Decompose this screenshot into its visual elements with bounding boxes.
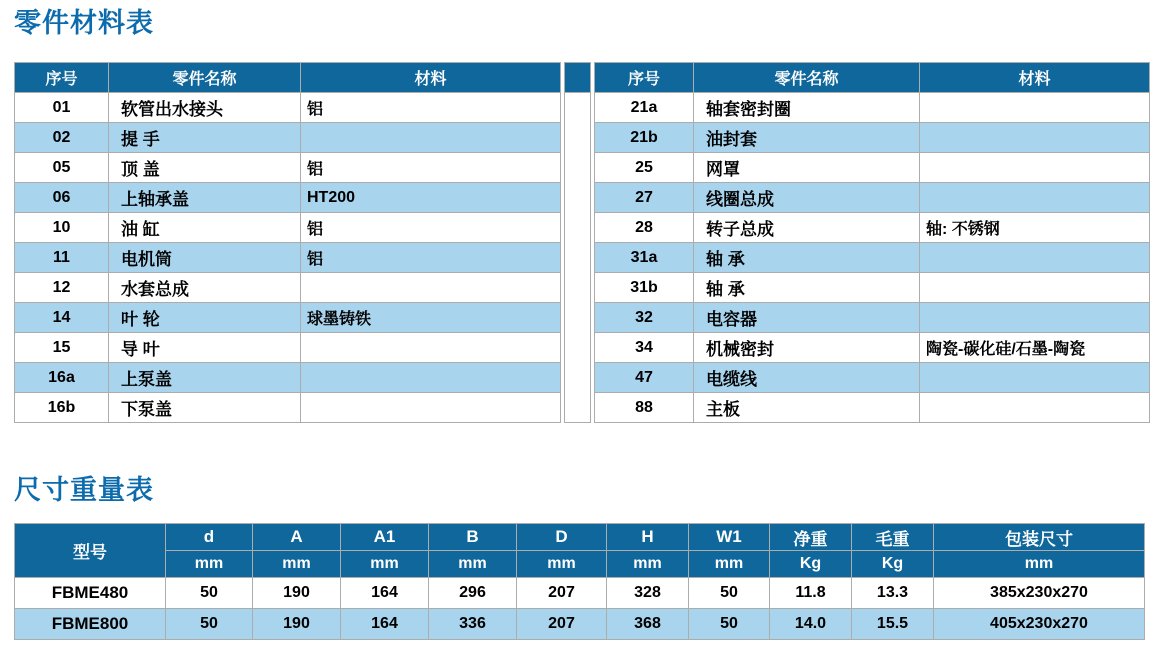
part-name-cell: 提 手: [109, 123, 301, 153]
part-no-cell: 47: [595, 363, 694, 393]
value-cell: 50: [166, 578, 253, 609]
table-row: [595, 153, 1150, 183]
part-no-cell: 15: [15, 333, 109, 363]
model-cell: FBME800: [15, 609, 166, 640]
value-cell: 14.0: [770, 609, 852, 640]
table-row: [595, 183, 1150, 213]
value-cell: 164: [341, 609, 429, 640]
parts-tables-row: [14, 62, 1150, 423]
unit-cell: mm: [253, 551, 341, 578]
table-row: [15, 578, 1145, 609]
part-name-cell: 油封套: [694, 123, 920, 153]
part-no-cell: 21a: [595, 93, 694, 123]
table-row: [15, 273, 561, 303]
col-header-material: 材料: [301, 63, 561, 93]
part-no-cell: 01: [15, 93, 109, 123]
table-row: [595, 333, 1150, 363]
col-header-name: 零件名称: [109, 63, 301, 93]
part-name-cell: 电机筒: [109, 243, 301, 273]
part-material-cell: [920, 183, 1150, 213]
part-name-cell: 转子总成: [694, 213, 920, 243]
part-no-cell: 05: [15, 153, 109, 183]
part-material-cell: 铝: [301, 213, 561, 243]
col-header-no: 序号: [15, 63, 109, 93]
part-no-cell: 16b: [15, 393, 109, 423]
part-name-cell: 导 叶: [109, 333, 301, 363]
table-row: [15, 609, 1145, 640]
parts-section-title: 零件材料表: [14, 8, 154, 38]
col-header-a: A: [253, 524, 341, 551]
part-name-cell: 顶 盖: [109, 153, 301, 183]
value-cell: 405x230x270: [934, 609, 1145, 640]
value-cell: 13.3: [852, 578, 934, 609]
value-cell: 385x230x270: [934, 578, 1145, 609]
table-row: [15, 153, 561, 183]
value-cell: 15.5: [852, 609, 934, 640]
part-material-cell: [920, 273, 1150, 303]
part-material-cell: [301, 123, 561, 153]
table-row: [15, 303, 561, 333]
table-header-row: [595, 63, 1150, 93]
part-material-cell: [301, 333, 561, 363]
dimensions-section-title: 尺寸重量表: [14, 475, 154, 505]
col-header-a1: A1: [341, 524, 429, 551]
part-no-cell: 27: [595, 183, 694, 213]
part-name-cell: 线圈总成: [694, 183, 920, 213]
value-cell: 207: [517, 609, 607, 640]
part-no-cell: 02: [15, 123, 109, 153]
table-row: [595, 363, 1150, 393]
unit-cell: mm: [341, 551, 429, 578]
part-no-cell: 32: [595, 303, 694, 333]
col-header-model: 型号: [15, 524, 166, 578]
part-material-cell: 轴: 不锈钢: [920, 213, 1150, 243]
part-name-cell: 主板: [694, 393, 920, 423]
part-no-cell: 28: [595, 213, 694, 243]
spacer-column: [564, 62, 591, 423]
col-header-w1: W1: [689, 524, 770, 551]
part-no-cell: 11: [15, 243, 109, 273]
dimensions-table: [14, 523, 1145, 640]
part-material-cell: [920, 153, 1150, 183]
part-material-cell: [301, 363, 561, 393]
part-name-cell: 油 缸: [109, 213, 301, 243]
part-no-cell: 31b: [595, 273, 694, 303]
unit-cell: mm: [934, 551, 1145, 578]
table-unit-row: [15, 551, 1145, 578]
table-row: [595, 93, 1150, 123]
spacer-header-cell: [564, 62, 591, 93]
spacer-body-cell: [564, 93, 591, 423]
table-row: [15, 93, 561, 123]
part-name-cell: 上轴承盖: [109, 183, 301, 213]
value-cell: 190: [253, 578, 341, 609]
unit-cell: mm: [517, 551, 607, 578]
part-no-cell: 16a: [15, 363, 109, 393]
part-name-cell: 轴套密封圈: [694, 93, 920, 123]
part-no-cell: 31a: [595, 243, 694, 273]
value-cell: 50: [689, 578, 770, 609]
table-row: [595, 213, 1150, 243]
col-header-d: d: [166, 524, 253, 551]
part-name-cell: 水套总成: [109, 273, 301, 303]
part-no-cell: 34: [595, 333, 694, 363]
table-row: [15, 213, 561, 243]
part-material-cell: 铝: [301, 153, 561, 183]
value-cell: 190: [253, 609, 341, 640]
part-no-cell: 12: [15, 273, 109, 303]
table-header-row: [15, 63, 561, 93]
part-name-cell: 网罩: [694, 153, 920, 183]
table-row: [595, 123, 1150, 153]
part-no-cell: 21b: [595, 123, 694, 153]
value-cell: 50: [166, 609, 253, 640]
part-material-cell: [920, 243, 1150, 273]
value-cell: 11.8: [770, 578, 852, 609]
part-name-cell: 轴 承: [694, 273, 920, 303]
part-material-cell: [920, 363, 1150, 393]
value-cell: 50: [689, 609, 770, 640]
table-row: [595, 273, 1150, 303]
col-header-no: 序号: [595, 63, 694, 93]
table-row: [15, 123, 561, 153]
part-name-cell: 软管出水接头: [109, 93, 301, 123]
unit-cell: mm: [429, 551, 517, 578]
table-row: [595, 303, 1150, 333]
unit-cell: mm: [689, 551, 770, 578]
part-material-cell: [920, 303, 1150, 333]
part-material-cell: [920, 93, 1150, 123]
table-row: [15, 243, 561, 273]
part-material-cell: 球墨铸铁: [301, 303, 561, 333]
part-material-cell: [301, 393, 561, 423]
part-name-cell: 上泵盖: [109, 363, 301, 393]
col-header-dd: D: [517, 524, 607, 551]
part-no-cell: 10: [15, 213, 109, 243]
parts-table-right: [594, 62, 1150, 423]
part-material-cell: [920, 393, 1150, 423]
col-header-net-weight: 净重: [770, 524, 852, 551]
part-material-cell: 陶瓷-碳化硅/石墨-陶瓷: [920, 333, 1150, 363]
part-material-cell: 铝: [301, 93, 561, 123]
unit-cell: mm: [166, 551, 253, 578]
part-no-cell: 25: [595, 153, 694, 183]
part-name-cell: 下泵盖: [109, 393, 301, 423]
part-no-cell: 14: [15, 303, 109, 333]
part-name-cell: 机械密封: [694, 333, 920, 363]
part-material-cell: [301, 273, 561, 303]
table-row: [595, 393, 1150, 423]
parts-table-left: [14, 62, 561, 423]
part-material-cell: [920, 123, 1150, 153]
col-header-b: B: [429, 524, 517, 551]
model-cell: FBME480: [15, 578, 166, 609]
part-name-cell: 电容器: [694, 303, 920, 333]
part-material-cell: HT200: [301, 183, 561, 213]
col-header-gross-weight: 毛重: [852, 524, 934, 551]
unit-cell: Kg: [770, 551, 852, 578]
col-header-name: 零件名称: [694, 63, 920, 93]
unit-cell: mm: [607, 551, 689, 578]
part-name-cell: 叶 轮: [109, 303, 301, 333]
value-cell: 336: [429, 609, 517, 640]
table-row: [15, 363, 561, 393]
table-row: [15, 183, 561, 213]
value-cell: 328: [607, 578, 689, 609]
part-name-cell: 电缆线: [694, 363, 920, 393]
unit-cell: Kg: [852, 551, 934, 578]
part-material-cell: 铝: [301, 243, 561, 273]
table-row: [15, 333, 561, 363]
table-row: [595, 243, 1150, 273]
col-header-package-size: 包装尺寸: [934, 524, 1145, 551]
col-header-h: H: [607, 524, 689, 551]
part-name-cell: 轴 承: [694, 243, 920, 273]
col-header-material: 材料: [920, 63, 1150, 93]
table-row: [15, 393, 561, 423]
part-no-cell: 06: [15, 183, 109, 213]
value-cell: 296: [429, 578, 517, 609]
value-cell: 207: [517, 578, 607, 609]
table-header-row: [15, 524, 1145, 551]
part-no-cell: 88: [595, 393, 694, 423]
value-cell: 164: [341, 578, 429, 609]
value-cell: 368: [607, 609, 689, 640]
